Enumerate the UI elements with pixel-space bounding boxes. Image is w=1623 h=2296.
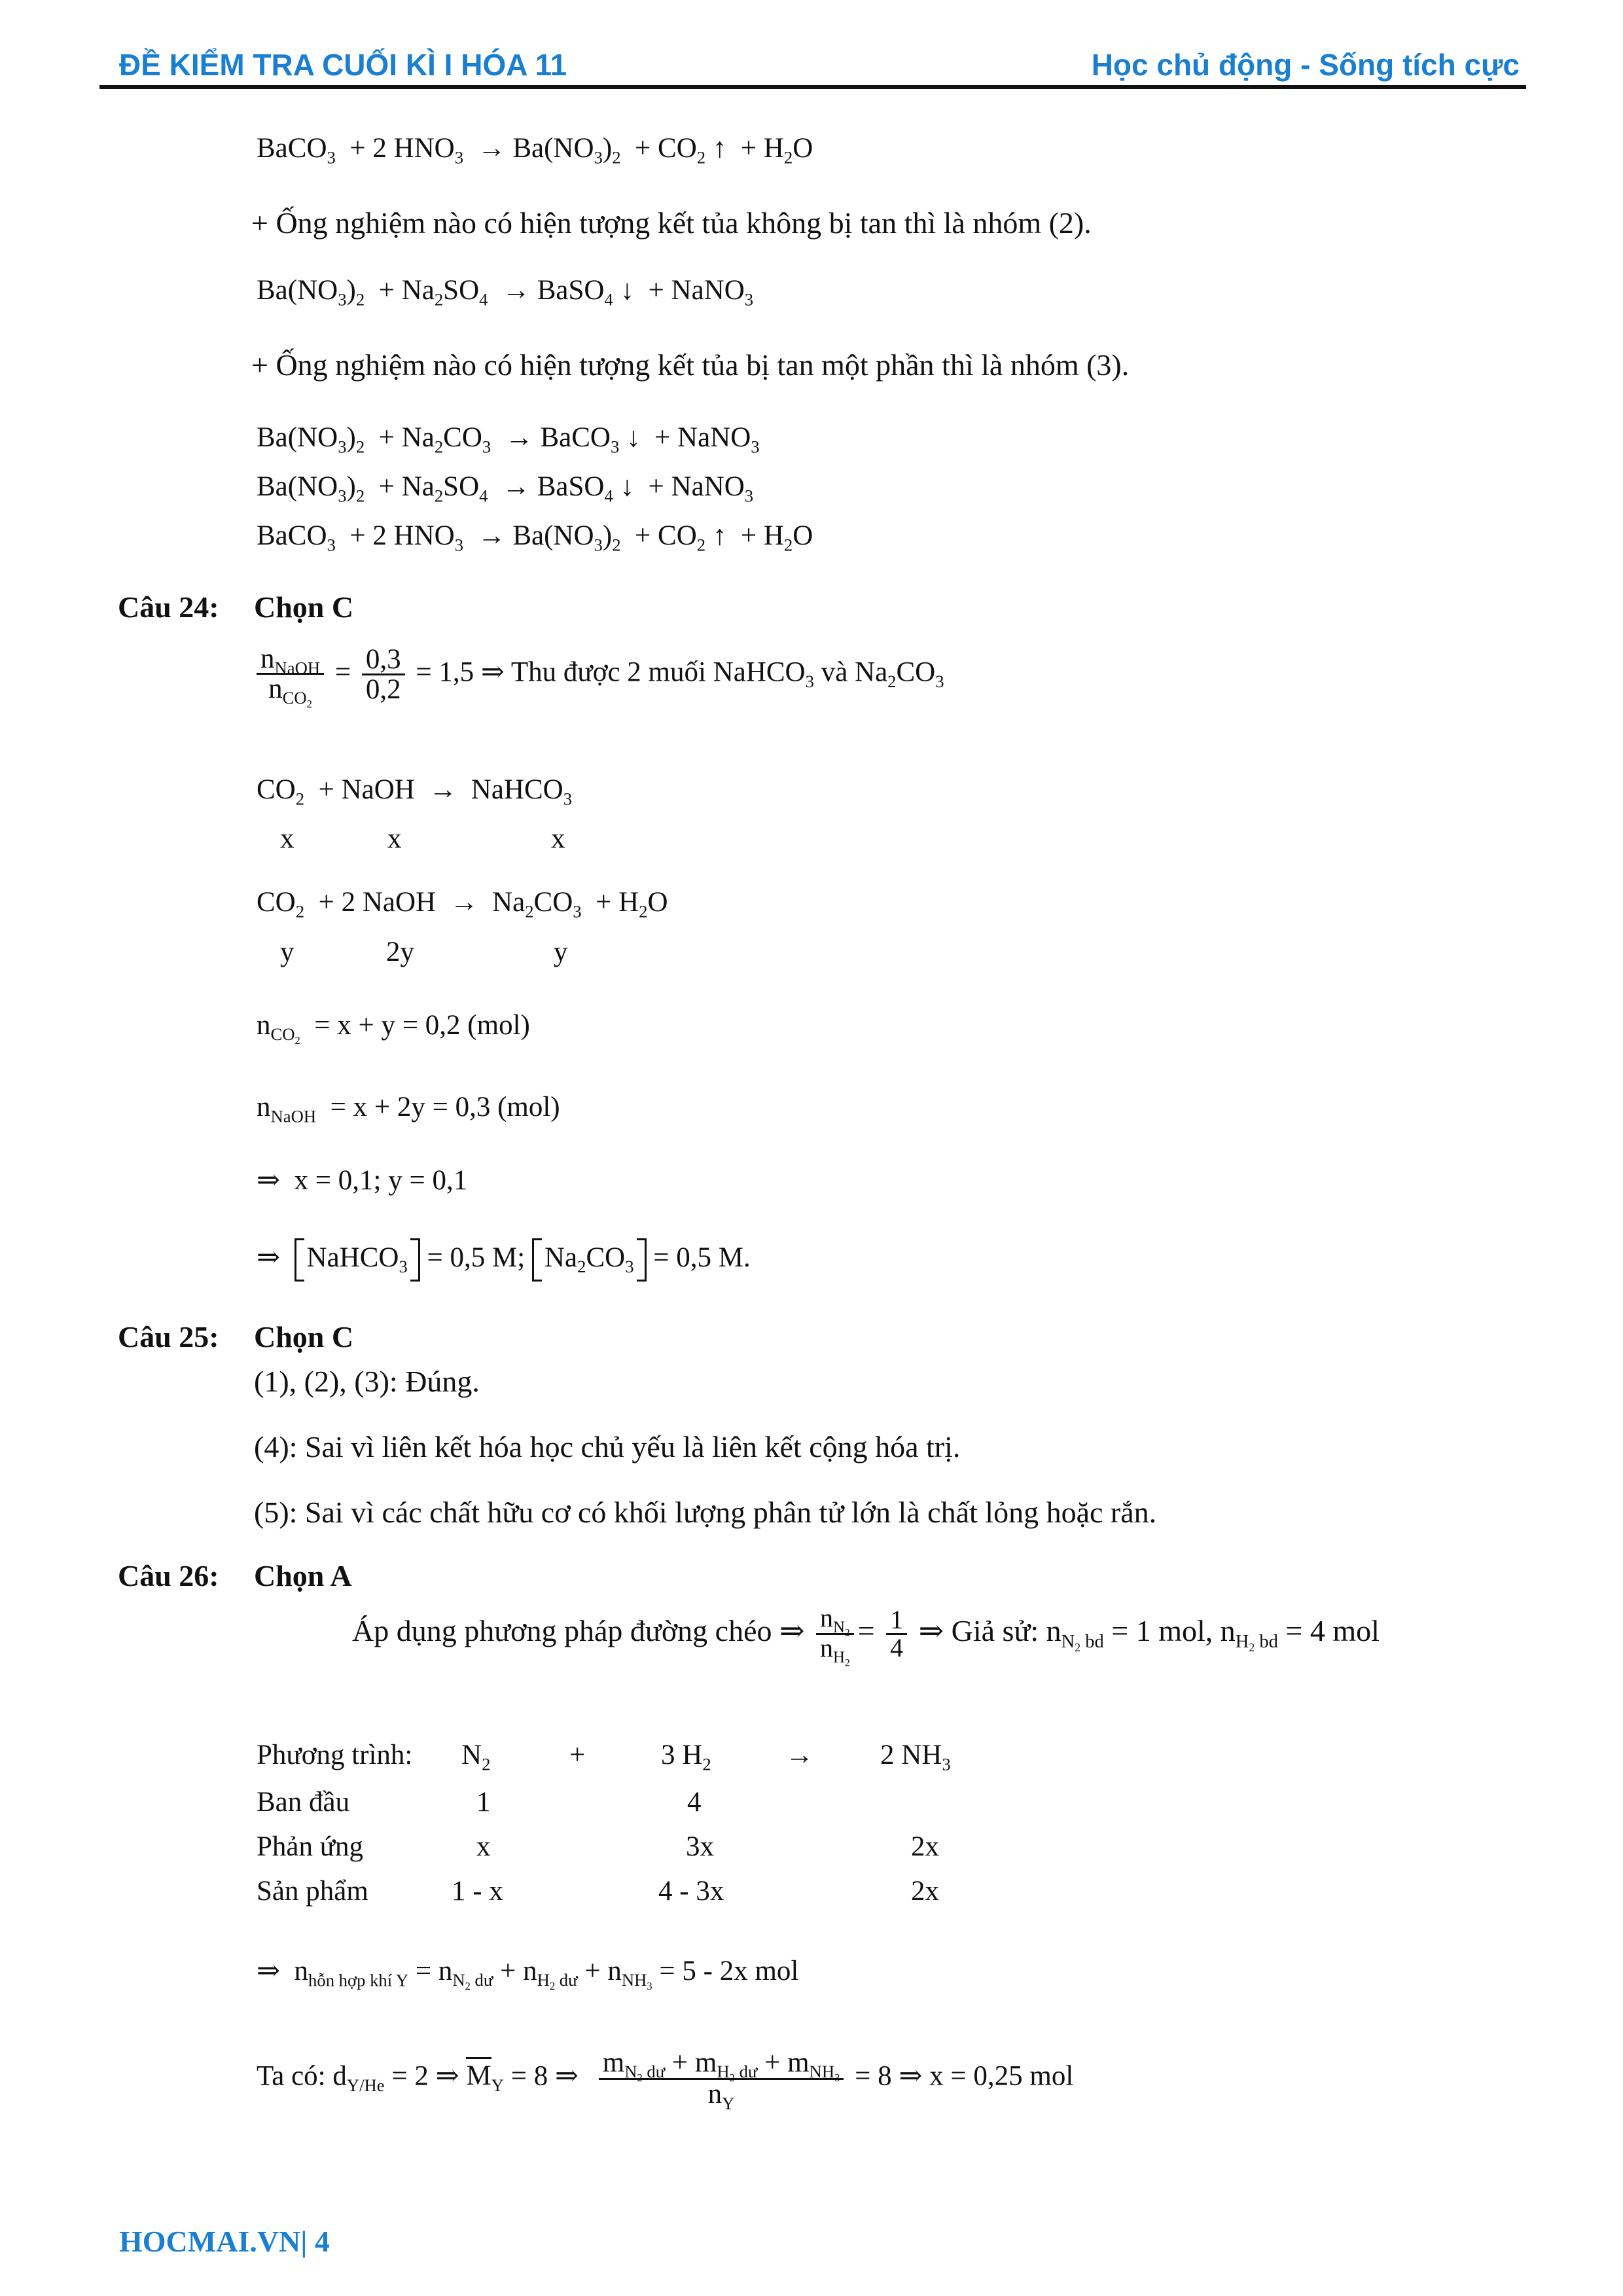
table-cell: 3x — [686, 1831, 714, 1862]
equation-line: BaCO$_3$ + 2 $HNO_3 \to Ba(NO_3)_2 + CO_2$ ↑ + $H_2O$ — [257, 520, 813, 555]
equation-line: $CO_2$ + NaOH → NaHCO$_3$ — [257, 774, 573, 809]
header-title: ĐỀ KIỂM TRA CUỐI KÌ I HÓA 11 — [119, 48, 567, 82]
question-answer: Chọn A — [254, 1559, 352, 1592]
page-footer: HOCMAI.VN| 4 — [119, 2225, 330, 2258]
header-slogan: Học chủ động - Sống tích cực — [1091, 48, 1520, 82]
table-cell: 2x — [911, 1876, 939, 1907]
page-header — [119, 47, 1520, 86]
table-cell: 1 - x — [452, 1876, 503, 1907]
equation-line: $Ba(NO_3)_2 + Na_2SO_4$ → BaSO$_4$ ↓ + NaNO$_3$ — [257, 471, 754, 506]
mole-equation-co2: $n_{CO_2} = x + y = 0,2$ (mol) — [257, 1010, 530, 1047]
table-row-label: Sản phẩm — [257, 1876, 368, 1907]
table-cell: 1 — [476, 1787, 491, 1818]
fraction: $\frac{n_{N_2}}{n_{H_2}}$ — [816, 1605, 854, 1663]
cross-method-line: Áp dụng phương pháp đường chéo ⇒ $\frac{n_{N_2}}{n_{H_2}}$ = $\frac{1}{4}$ ⇒ Giả sử: $n_{N_2 bd} = 1$ mol, $n_{H_2 bd} = 4$ mol — [352, 1603, 1380, 1669]
table-cell: 4 - 3x — [658, 1876, 724, 1907]
table-row-label: Phương trình: — [257, 1740, 413, 1770]
fraction: $\frac{1}{4}$ — [886, 1607, 907, 1661]
q25-line: (5): Sai vì các chất hữu cơ có khối lượng phân tử lớn là chất lỏng hoặc rắn. — [254, 1496, 1157, 1529]
fraction: $\frac{0,3}{0,2}$ — [362, 645, 405, 704]
question-26-heading — [118, 1559, 352, 1592]
equation-line: $Ba(NO_3)_2 + Na_2CO_3$ → BaCO$_3$ ↓ + NaNO$_3$ — [257, 422, 760, 457]
question-answer: Chọn C — [254, 1320, 354, 1354]
table-cell: 4 — [687, 1787, 702, 1818]
question-25-heading — [118, 1320, 354, 1354]
note-group-2: + Ống nghiệm nào có hiện tượng kết tủa không bị tan thì là nhóm (2). — [251, 206, 1092, 240]
table-cell: 2x — [911, 1831, 939, 1862]
fraction: $\frac{m_{N_2 dư} + m_{H_2 dư} + m_{NH_3}}{n_Y}$ — [599, 2049, 844, 2108]
table-row-label: Phản ứng — [257, 1831, 364, 1862]
table-cell: x — [476, 1831, 491, 1862]
header-divider — [99, 85, 1526, 89]
equation-line: BaCO$_3$ + 2 $HNO_3 \to Ba(NO_3)_2 + CO_2$ ↑ + $H_2O$ — [257, 133, 813, 168]
equation-line: $CO_2 + 2$ NaOH → $Na_2CO_3 + H_2O$ — [257, 887, 668, 922]
fraction: $\frac{n_{NaOH}}{n_{CO_2}}$ — [257, 645, 324, 704]
equation-line: $Ba(NO_3)_2 + Na_2SO_4$ → BaSO$_4$ ↓ + NaNO$_3$ — [257, 275, 754, 310]
mole-equation-naoh: $n_{NaOH} = x + 2y = 0,3$ (mol) — [257, 1092, 560, 1126]
q25-line: (4): Sai vì liên kết hóa học chủ yếu là liên kết cộng hóa trị. — [254, 1430, 961, 1463]
q25-line: (1), (2), (3): Đúng. — [254, 1365, 480, 1398]
question-24-heading — [118, 590, 354, 624]
question-label: Câu 24: — [118, 590, 219, 624]
ratio-equation: $\frac{n_{NaOH}}{n_{CO_2}}$ = $\frac{0,3}{0,2}$ = 1,5 ⇒ Thu được 2 muối NaHCO$_3$ và $Na_2CO_3$ — [257, 645, 944, 704]
table-row-label: Ban đầu — [257, 1787, 350, 1818]
concentration-result: ⇒ NaHCO$_3$ = 0,5 M; $Na_2CO_3 = 0,5$ M. — [257, 1238, 751, 1282]
note-group-3: + Ống nghiệm nào có hiện tượng kết tủa bị tan một phần thì là nhóm (3). — [251, 348, 1130, 382]
mixture-moles: ⇒ $n_{hỗn hợp khí Y} = n_{N_2 dư} + n_{H_2 dư} + n_{NH_3} = 5 - 2x$ mol — [257, 1956, 799, 1993]
solution-xy: ⇒ x = 0,1; y = 0,1 — [257, 1165, 468, 1196]
question-label: Câu 25: — [118, 1320, 219, 1354]
question-label: Câu 26: — [118, 1559, 219, 1592]
molar-mass-equation: Ta có: $d_{Y/He} = 2$ ⇒ $M_Y = 8$ ⇒ $\frac{m_{N_2 dư} + m_{H_2 dư} + m_{NH_3}}{n_Y}$ = 8 ⇒ x = 0,25 mol — [257, 2047, 1074, 2113]
question-answer: Chọn C — [254, 590, 354, 624]
